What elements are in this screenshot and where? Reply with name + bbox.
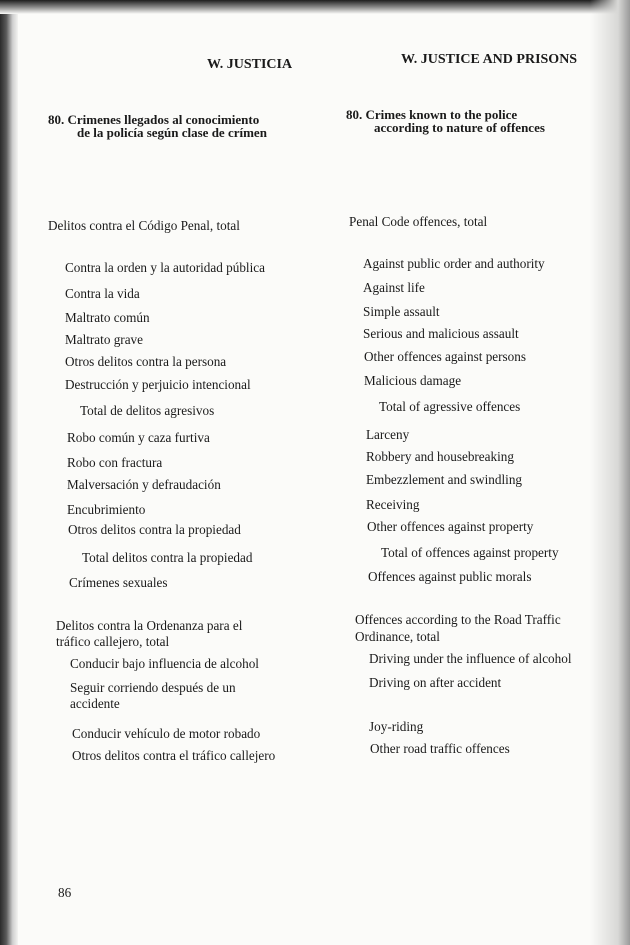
right-row-label: Driving on after accident [369,675,502,690]
left-row-label: Crímenes sexuales [69,575,168,590]
left-row-label: Contra la vida [65,286,140,301]
table-title-left-1: 80. Crimenes llegados al conocimiento [48,112,260,127]
left-row-label: Conducir bajo influencia de alcohol [70,656,259,671]
right-row-label: Offences against public morals [368,569,532,584]
section-header-left: W. JUSTICIA [207,57,293,72]
left-row-label: tráfico callejero, total [56,634,170,649]
left-row-label: Total de delitos agresivos [80,403,215,418]
left-row-label: Total delitos contra la propiedad [82,550,253,565]
left-row-label: Delitos contra el Código Penal, total [48,218,240,233]
right-row-label: Embezzlement and swindling [366,472,523,487]
right-row-label: Receiving [366,497,420,512]
left-row-label: Encubrimiento [67,502,146,517]
page-top-edge [0,0,630,14]
table-title-right-2: according to nature of offences [374,120,545,135]
table-title-right-1: 80. Crimes known to the police [346,107,518,122]
right-row-label: Total of agressive offences [379,399,521,414]
right-row-label: Against public order and authority [363,256,545,271]
left-row-label: Maltrato grave [65,332,143,347]
left-row-label: Contra la orden y la autoridad pública [65,260,265,275]
right-row-label: Ordinance, total [355,629,440,644]
left-row-label: Robo con fractura [67,455,163,470]
right-row-label: Offences according to the Road Traffic [355,612,561,627]
page-right-edge [590,0,630,945]
right-row-label: Malicious damage [364,373,462,388]
right-row-label: Penal Code offences, total [349,214,488,229]
right-row-label: Total of offences against property [381,545,559,560]
left-row-label: Delitos contra la Ordenanza para el [56,618,243,633]
left-row-label: Otros delitos contra la propiedad [68,522,241,537]
page-number: 86 [58,885,72,900]
left-row-label: Conducir vehículo de motor robado [72,726,261,741]
right-row-label: Simple assault [363,304,440,319]
left-row-label: Malversación y defraudación [67,477,221,492]
left-row-label: Destrucción y perjuicio intencional [65,377,251,392]
right-row-label: Against life [363,280,425,295]
right-row-label: Joy-riding [369,719,424,734]
right-row-label: Driving under the influence of alcohol [369,651,572,666]
right-row-label: Serious and malicious assault [363,326,519,341]
left-row-label: Otros delitos contra el tráfico callejero [72,748,276,763]
right-row-label: Other offences against property [367,519,534,534]
right-row-label: Other road traffic offences [370,741,510,756]
section-header-right: W. JUSTICE AND PRISONS [401,52,578,67]
book-gutter [0,0,18,945]
left-row-label: Maltrato común [65,310,150,325]
left-row-label: accidente [70,696,120,711]
table-title-left-2: de la policía según clase de crímen [77,125,267,140]
left-row-label: Otros delitos contra la persona [65,354,227,369]
right-row-label: Robbery and housebreaking [366,449,514,464]
right-row-label: Other offences against persons [364,349,526,364]
right-row-label: Larceny [366,427,410,442]
left-row-label: Seguir corriendo después de un [70,680,236,695]
left-row-label: Robo común y caza furtiva [67,430,210,445]
